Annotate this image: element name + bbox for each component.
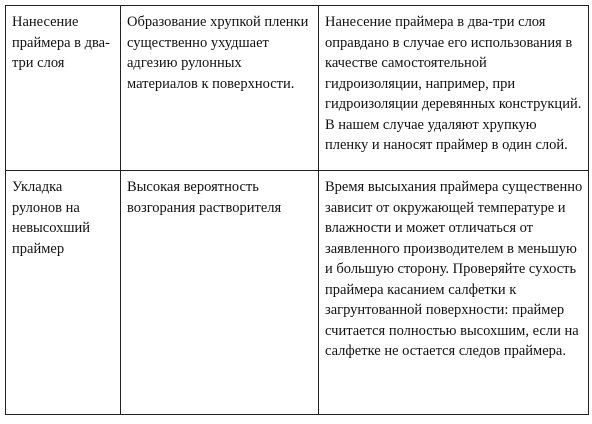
table-cell-consequence: Высокая вероятность возгорания растворителя <box>121 171 319 415</box>
table-row <box>6 171 589 415</box>
table-row <box>6 6 589 171</box>
table-cell-solution: Нанесение праймера в два-три слоя оправдано в случае его использования в качестве самостоятельной гидроизоляции, например, при гидроизоляции деревянных конструкций. В нашем случае удаляют хрупкую пленку и наносят праймер в один слой. <box>319 6 589 171</box>
table-cell-consequence: Образование хрупкой пленки существенно ухудшает адгезию рулонных материалов к поверхности. <box>121 6 319 171</box>
table-cell-solution: Время высыхания праймера существенно зависит от окружающей температуре и влажности и может отличаться от заявленного производителем в меньшую и большую сторону. Проверяйте сухость праймера касанием салфетки к загрунтованной поверхности: праймер считается полностью высохшим, если на салфетке не остается следов праймера. <box>319 171 589 415</box>
table-cell-mistake: Укладка рулонов на невысохший праймер <box>6 171 121 415</box>
table-cell-mistake: Нанесение праймера в два-три слоя <box>6 6 121 171</box>
document-table <box>5 5 589 415</box>
